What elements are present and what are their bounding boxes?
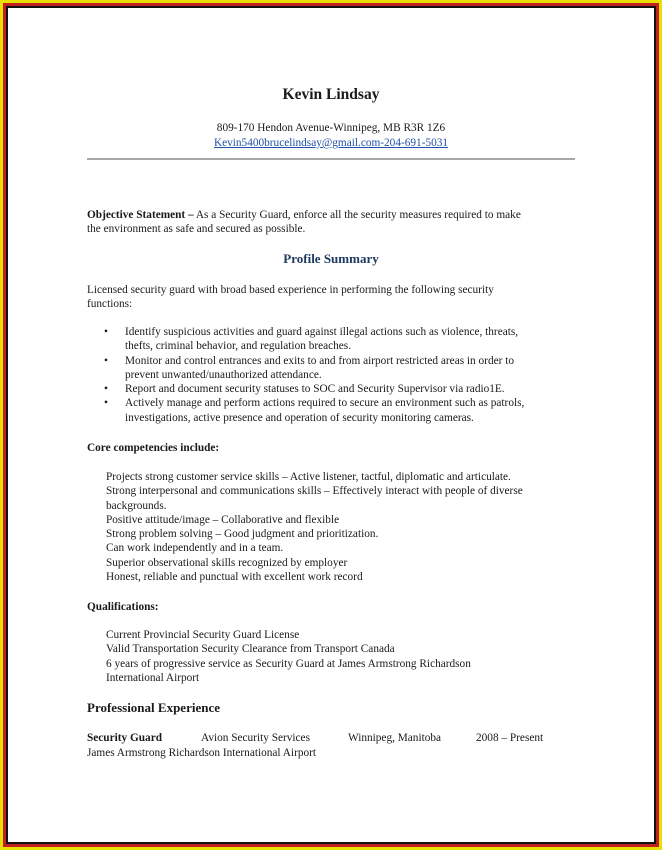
list-item: backgrounds. [106, 499, 167, 512]
objective-line-1: As a Security Guard, enforce all the security measures required to make [193, 209, 521, 221]
objective-line-2: the environment as safe and secured as possible. [87, 223, 306, 236]
list-item: Honest, reliable and punctual with excellent work record [106, 571, 363, 584]
list-item: 6 years of progressive service as Security Guard at James Armstrong Richardson [106, 657, 471, 670]
list-item: Strong interpersonal and communications skills – Effectively interact with people of diverse [106, 485, 523, 498]
list-item: Can work independently and in a team. [106, 542, 284, 555]
list-item [87, 396, 587, 425]
bullet-text: Actively manage and perform actions required to secure an environment such as patrols, [125, 397, 525, 410]
job-location: Winnipeg, Manitoba [348, 732, 442, 744]
list-item: Valid Transportation Security Clearance from Transport Canada [106, 643, 395, 656]
job-entry [87, 731, 567, 761]
list-item: Projects strong customer service skills – Active listener, tactful, diplomatic and articulate. [106, 471, 511, 483]
bullet-text: Monitor and control entrances and exits to and from airport restricted areas in order to [125, 354, 514, 367]
professional-experience-heading: Professional Experience [87, 700, 220, 715]
bullet-icon: • [104, 326, 108, 338]
employer: Avion Security Services [201, 732, 310, 744]
profile-intro-line-1: Licensed security guard with broad based experience in performing the following security [87, 284, 494, 296]
resume-page [8, 8, 654, 842]
job-site: James Armstrong Richardson International Airport [87, 746, 317, 759]
bullet-text: prevent unwanted/unauthorized attendance. [125, 368, 322, 381]
profile-summary-title: Profile Summary [283, 251, 379, 266]
bullet-text: investigations, active presence and operation of security monitoring cameras. [125, 411, 474, 424]
list-item [87, 382, 587, 396]
qualifications-heading: Qualifications: [87, 601, 159, 613]
bullet-icon: • [104, 354, 108, 367]
bullet-text: thefts, criminal behavior, and regulation breaches. [125, 340, 352, 353]
list-item: Strong problem solving – Good judgment and prioritization. [106, 528, 379, 541]
job-dates: 2008 – Present [476, 732, 544, 744]
profile-bullet-list [87, 325, 587, 425]
bullet-text: Identify suspicious activities and guard against illegal actions such as violence, threats, [125, 326, 519, 338]
bullet-icon: • [104, 383, 108, 396]
header-divider [87, 158, 575, 160]
core-competencies-heading: Core competencies include: [87, 442, 220, 454]
list-item: Superior observational skills recognized by employer [106, 556, 348, 569]
job-title: Security Guard [87, 732, 162, 744]
list-item: Positive attitude/image – Collaborative and flexible [106, 513, 340, 526]
profile-intro [87, 283, 579, 312]
qualifications-list [106, 628, 586, 685]
objective-label: Objective Statement – [87, 209, 194, 221]
address: 809-170 Hendon Avenue-Winnipeg, MB R3R 1Z6 [216, 122, 446, 134]
candidate-name: Kevin Lindsay [282, 86, 380, 103]
core-competencies-list [106, 470, 586, 584]
list-item: International Airport [106, 671, 200, 684]
objective-statement [87, 208, 579, 237]
profile-intro-line-2: functions: [87, 298, 133, 311]
list-item [87, 325, 587, 354]
bullet-icon: • [104, 397, 108, 410]
bullet-text: Report and document security statuses to SOC and Security Supervisor via radio1E. [125, 383, 505, 396]
list-item [87, 354, 587, 383]
list-item: Current Provincial Security Guard License [106, 629, 300, 641]
contact-link[interactable]: Kevin5400brucelindsay@gmail.com-204-691-5031 [213, 137, 449, 149]
